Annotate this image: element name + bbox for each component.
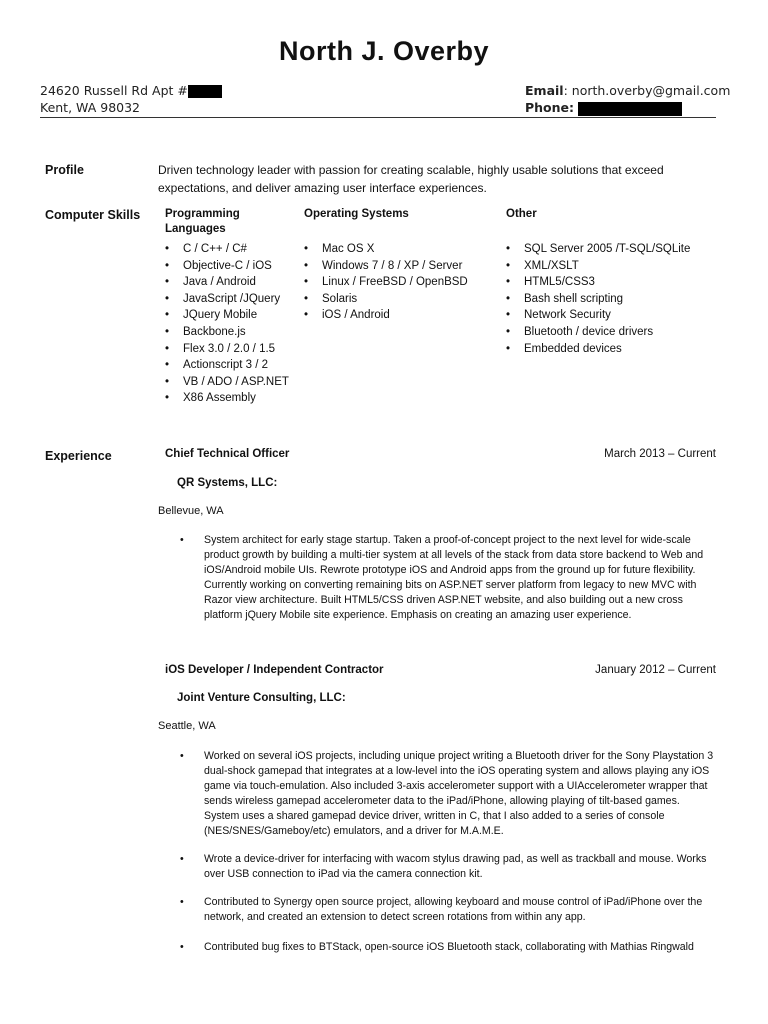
job-dates: March 2013 – Current <box>604 448 716 460</box>
email-value: north.overby@gmail.com <box>571 83 731 98</box>
phone-line <box>525 100 682 116</box>
header-divider <box>40 117 716 118</box>
skill-item: • XML/XSLT <box>506 258 716 275</box>
job-bullet: • Worked on several iOS projects, including unique project writing a Bluetooth driver for the Sony Playstation 3 dual-shock gamepad that integrates at a low-level into the iOS operating system and allows playing any iOS game via touch-emulation. Also included 3-axis accelerometer support with a UIAccelerometer wrapper that sends wireless gamepad accelerometer data to the iPad/iPhone, allowing playing of tilt-based games. System uses a shared gamepad device driver, written in C, that I also added to a series of console (NES/SNES/Gameboy/etc) emulators, and a driver for M.A.M.E. <box>180 750 714 837</box>
job-bullets <box>180 852 716 882</box>
address-line-2: Kent, WA 98032 <box>40 100 140 115</box>
job-title: Chief Technical Officer <box>165 448 290 460</box>
job-bullet-text: Contributed bug fixes to BTStack, open-source iOS Bluetooth stack, collaborating with Mathias Ringwald <box>204 941 694 953</box>
skill-item: • Linux / FreeBSD / OpenBSD <box>304 274 494 291</box>
profile-text: Driven technology leader with passion for creating scalable, highly usable solutions that exceed expectations, and deliver amazing user interface experiences. <box>158 163 664 195</box>
email-label: Email <box>525 83 564 98</box>
redaction-box <box>188 85 222 98</box>
email-line: Email: north.overby@gmail.com <box>525 83 731 98</box>
skills-list <box>165 241 295 407</box>
resume-name: North J. Overby <box>278 36 490 66</box>
computer-skills-heading: Computer Skills <box>45 208 141 222</box>
skill-item: • Bluetooth / device drivers <box>506 324 716 341</box>
job-company: Joint Venture Consulting, LLC: <box>177 692 346 704</box>
skill-item: • SQL Server 2005 /T-SQL/SQLite <box>506 241 716 258</box>
skills-column-title: Programming Languages <box>165 208 240 235</box>
job-bullet-text: Wrote a device-driver for interfacing with wacom stylus drawing pad, as well as trackball and mouse. Works over USB connection to iPad via the camera connection kit. <box>204 853 707 880</box>
skill-item: • Flex 3.0 / 2.0 / 1.5 <box>165 341 295 358</box>
skill-item: • Java / Android <box>165 274 295 291</box>
skills-column-other <box>506 207 716 357</box>
phone-label: Phone: <box>525 100 575 115</box>
skill-item: • C / C++ / C# <box>165 241 295 258</box>
skills-column-title: Operating Systems <box>304 208 409 220</box>
skills-list <box>506 241 716 357</box>
skill-item: • Windows 7 / 8 / XP / Server <box>304 258 494 275</box>
job-company: QR Systems, LLC: <box>177 477 278 489</box>
phone-redaction-box <box>578 102 682 116</box>
job-bullet: • System architect for early stage startup. Taken a proof-of-concept project to the next level for wide-scale product growth by building a multi-tier system at all levels of the stack from data store backend to Web and iOS/Android mobile UIs. Rewrote prototype iOS and Android apps from the ground up for future flexibility. Currently working on converting remaining bits on ASP.NET server platform from legacy to new MVC with Razor view architecture. Built HTML5/CSS driven ASP.NET website, and also building out a new cross platform jQuery Mobile site experience. Emphasis on creating an amazing user experience. <box>180 534 704 621</box>
experience-heading: Experience <box>45 449 112 463</box>
address-street: 24620 Russell Rd Apt # <box>40 83 188 98</box>
skill-item: • Mac OS X <box>304 241 494 258</box>
profile-heading: Profile <box>45 163 84 177</box>
skills-column-programming <box>165 207 295 407</box>
job-bullet-text: Contributed to Synergy open source project, allowing keyboard and mouse control of iPad/iPhone over the network, and created an extension to detect screen rotations from within any app. <box>204 896 703 923</box>
skill-item: • Solaris <box>304 291 494 308</box>
skill-item: • iOS / Android <box>304 307 494 324</box>
job-bullets <box>180 533 716 623</box>
job-bullets <box>180 895 716 925</box>
skill-item: • X86 Assembly <box>165 390 295 407</box>
job-location: Bellevue, WA <box>158 505 224 517</box>
address-line-1 <box>40 83 222 98</box>
skills-column-os <box>304 207 494 324</box>
skill-item: • VB / ADO / ASP.NET <box>165 374 295 391</box>
skill-item: • Backbone.js <box>165 324 295 341</box>
skill-item: • HTML5/CSS3 <box>506 274 716 291</box>
skill-item: • Embedded devices <box>506 341 716 358</box>
job-location: Seattle, WA <box>158 720 216 732</box>
skill-item: • Objective-C / iOS <box>165 258 295 275</box>
job-bullet: • Contributed to Synergy open source project, allowing keyboard and mouse control of iPad/iPhone over the network, and created an extension to detect screen rotations from within any app. <box>180 896 703 923</box>
skill-item: • Actionscript 3 / 2 <box>165 357 295 374</box>
job-dates: January 2012 – Current <box>595 664 716 676</box>
job-bullets <box>180 940 716 955</box>
skill-item: • Bash shell scripting <box>506 291 716 308</box>
skill-item: • JQuery Mobile <box>165 307 295 324</box>
skills-column-title: Other <box>506 208 537 220</box>
job-bullet-text: Worked on several iOS projects, including unique project writing a Bluetooth driver for the Sony Playstation 3 dual-shock gamepad that integrates at a low-level into the iOS operating system and allows playing any iOS game via touch-emulation. Also included 3-axis accelerometer support with a UIAccelerometer wrapper that sends wireless gamepad accelerometer data to the iPad/iPhone, allowing playing of tilt-based games. System uses a shared gamepad device driver, written in C, that I also added to a series of console (NES/SNES/Gameboy/etc) emulators, and a driver for M.A.M.E. <box>204 750 714 837</box>
job-bullet: • Wrote a device-driver for interfacing with wacom stylus drawing pad, as well as trackball and mouse. Works over USB connection to iPad via the camera connection kit. <box>180 853 707 880</box>
skill-item: • JavaScript /JQuery <box>165 291 295 308</box>
job-bullets <box>180 749 716 839</box>
job-bullet-text: System architect for early stage startup. Taken a proof-of-concept project to the next level for wide-scale product growth by building a multi-tier system at all levels of the stack from data store backend to Web and iOS/Android mobile UIs. Rewrote prototype iOS and Android apps from the ground up for future flexibility. Currently working on converting remaining bits on ASP.NET server platform from legacy to new MVC with Razor view architecture. Built HTML5/CSS driven ASP.NET website, and also building out a new cross platform jQuery Mobile site experience. Emphasis on creating an amazing user experience. <box>204 534 704 621</box>
skill-item: • Network Security <box>506 307 716 324</box>
job-bullet: • Contributed bug fixes to BTStack, open-source iOS Bluetooth stack, collaborating with Mathias Ringwald <box>180 941 694 953</box>
skills-list <box>304 241 494 324</box>
job-title: iOS Developer / Independent Contractor <box>165 664 384 676</box>
